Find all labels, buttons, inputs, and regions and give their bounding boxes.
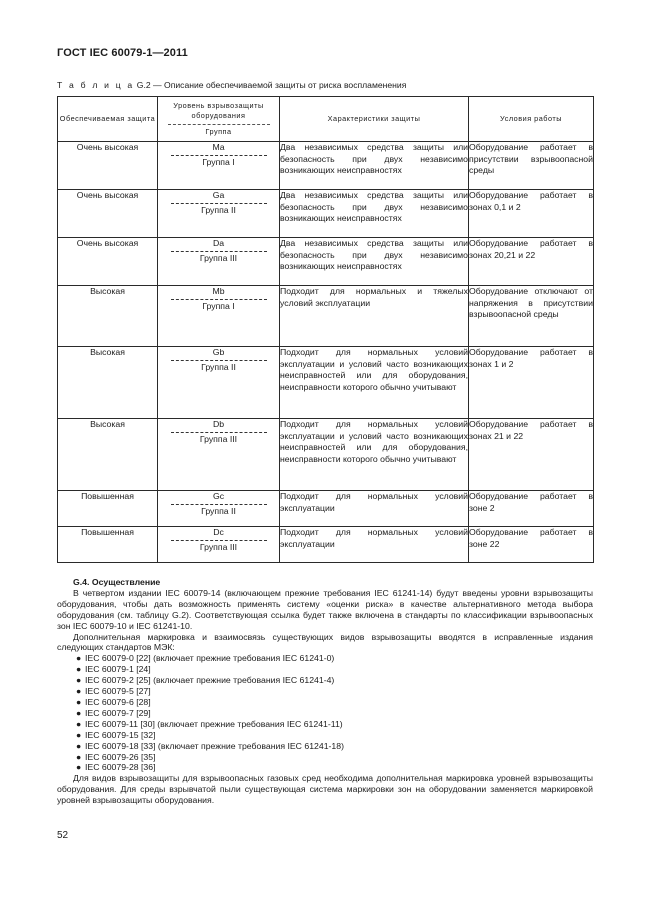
header-level-group: Группа — [205, 127, 232, 136]
paragraph-3: Для видов взрывозащиты для взрывоопасных газовых сред необходима дополнительная маркировка уровней взрывозащиты оборудования. Для среды взрывчатой пыли существующая система маркировки зон на оборудовании заменяется маркировкой уровней взрывозащиты оборудования. — [57, 773, 593, 806]
bullet-icon: ● — [76, 664, 82, 675]
paragraph-1: В четвертом издании IEC 60079-14 (включающем прежние требования IEC 61241-14) будут введены уровни взрывозащиты оборудования, чтобы дать возможность применять систему «оценки риска» в качестве альтернативного метода выбора оборудования (см. таблицу G.2). Соответствующая ссылка будет также включена в стандарты по классификации взрывоопасных зон IEC 60079-10 и IEC 61241-10. — [57, 587, 593, 631]
page-number: 52 — [57, 830, 69, 841]
table-header-row — [58, 97, 594, 142]
cell-level — [158, 419, 280, 491]
header-conditions: Условия работы — [469, 97, 594, 142]
list-item — [76, 729, 593, 741]
cell-conditions: Оборудование работает в зонах 0,1 и 2 — [469, 190, 594, 238]
bullet-icon: ● — [76, 740, 82, 751]
bullet-icon: ● — [76, 675, 82, 686]
cell-protection: Повышенная — [58, 491, 158, 527]
cell-level — [158, 347, 280, 419]
level-group: Группа II — [201, 204, 236, 215]
table-row — [58, 238, 594, 286]
list-item-text: IEC 60079-15 [32] — [85, 729, 156, 740]
level-code: Da — [212, 238, 225, 248]
level-code: Gb — [212, 347, 225, 357]
list-item-text: IEC 60079-2 [25] (включает прежние требования IEC 61241-4) — [85, 675, 335, 686]
list-item-text: IEC 60079-6 [28] — [85, 696, 151, 707]
level-group: Группа III — [199, 252, 238, 263]
list-item-text: IEC 60079-0 [22] (включает прежние требования IEC 61241-0) — [85, 653, 335, 664]
list-item — [76, 751, 593, 763]
cell-protection: Очень высокая — [58, 238, 158, 286]
level-code: Gc — [212, 491, 225, 501]
list-item-text: IEC 60079-28 [36] — [85, 762, 156, 773]
level-group: Группа I — [202, 156, 235, 167]
cell-conditions: Оборудование работает в зонах 1 и 2 — [469, 347, 594, 419]
cell-level — [158, 238, 280, 286]
level-group: Группа III — [199, 433, 238, 444]
bullet-icon: ● — [76, 762, 82, 773]
table-caption — [57, 80, 406, 90]
table-body — [58, 142, 594, 563]
level-group: Группа III — [199, 541, 238, 552]
paragraph-2: Дополнительная маркировка и взаимосвязь существующих видов взрывозащиты вводятся в исправленные издания следующих стандартов МЭК: — [57, 631, 593, 653]
cell-protection: Высокая — [58, 419, 158, 491]
table-row — [58, 142, 594, 190]
cell-protection: Очень высокая — [58, 190, 158, 238]
protection-table — [57, 96, 594, 563]
list-item-text: IEC 60079-1 [24] — [85, 664, 151, 675]
cell-characteristics: Два независимых средства защиты или безопасность при двух независимо возникающих неисправностях — [280, 142, 469, 190]
cell-characteristics: Два независимых средства защиты или безопасность при двух независимо возникающих неисправностях — [280, 238, 469, 286]
level-code: Db — [212, 419, 225, 429]
bullet-icon: ● — [76, 718, 82, 729]
cell-characteristics: Подходит для нормальных условий эксплуатации — [280, 491, 469, 527]
cell-protection: Повышенная — [58, 527, 158, 563]
cell-protection: Очень высокая — [58, 142, 158, 190]
level-code: Ga — [212, 190, 225, 200]
cell-characteristics: Подходит для нормальных условий эксплуатации и условий часто возникающих неисправностей или для оборудования, неисправности которого обычно учитывают — [280, 419, 469, 491]
level-group: Группа II — [201, 361, 236, 372]
list-item — [76, 707, 593, 719]
table-row — [58, 347, 594, 419]
table-row — [58, 527, 594, 563]
cell-level — [158, 286, 280, 347]
cell-conditions: Оборудование работает в зонах 20,21 и 22 — [469, 238, 594, 286]
header-level-title: Уровень взрывозащиты оборудования — [173, 101, 264, 120]
cell-characteristics: Подходит для нормальных условий эксплуатации и условий часто возникающих неисправностей или для оборудования, неисправности которого обычно учитывают — [280, 347, 469, 419]
cell-level — [158, 142, 280, 190]
list-item — [76, 718, 593, 730]
header-characteristics: Характеристики защиты — [280, 97, 469, 142]
list-item — [76, 740, 593, 752]
level-code: Dc — [213, 527, 224, 537]
list-item-text: IEC 60079-26 [35] — [85, 751, 156, 762]
cell-conditions: Оборудование работает в присутствии взрывоопасной среды — [469, 142, 594, 190]
table-row — [58, 491, 594, 527]
header-level — [158, 97, 280, 142]
cell-protection: Высокая — [58, 347, 158, 419]
cell-conditions: Оборудование работает в зоне 22 — [469, 527, 594, 563]
list-item-text: IEC 60079-7 [29] — [85, 707, 151, 718]
list-item-text: IEC 60079-18 [33] (включает прежние требования IEC 61241-18) — [85, 740, 344, 751]
bullet-icon: ● — [76, 751, 82, 762]
list-item — [76, 675, 593, 686]
cell-conditions: Оборудование работает в зонах 21 и 22 — [469, 419, 594, 491]
cell-level — [158, 190, 280, 238]
level-code: Ma — [212, 142, 225, 152]
list-item — [76, 696, 593, 708]
standards-list — [57, 653, 593, 773]
section-title: G.4. Осуществление — [73, 577, 161, 587]
list-item-text: IEC 60079-11 [30] (включает прежние требования IEC 61241-11) — [85, 718, 343, 729]
document-header: ГОСТ IEC 60079-1—2011 — [57, 47, 188, 59]
header-divider — [168, 124, 270, 125]
section-body — [57, 577, 593, 806]
cell-level — [158, 491, 280, 527]
cell-characteristics: Подходит для нормальных и тяжелых условий эксплуатации — [280, 286, 469, 347]
cell-characteristics: Подходит для нормальных условий эксплуатации — [280, 527, 469, 563]
bullet-icon: ● — [76, 686, 82, 697]
table-row — [58, 190, 594, 238]
bullet-icon: ● — [76, 729, 82, 740]
list-item — [76, 686, 593, 697]
level-code: Mb — [212, 286, 225, 296]
level-group: Группа II — [201, 505, 236, 516]
table-caption-label: Т а б л и ц а — [57, 80, 135, 90]
list-item — [76, 653, 593, 664]
bullet-icon: ● — [76, 653, 82, 664]
bullet-icon: ● — [76, 707, 82, 718]
list-item-text: IEC 60079-5 [27] — [85, 686, 151, 697]
cell-conditions: Оборудование работает в зоне 2 — [469, 491, 594, 527]
level-group: Группа I — [202, 300, 235, 311]
cell-characteristics: Два независимых средства защиты или безопасность при двух независимо возникающих неисправностях — [280, 190, 469, 238]
header-protection: Обеспечиваемая защита — [58, 97, 158, 142]
table-row — [58, 419, 594, 491]
list-item — [76, 762, 593, 773]
cell-conditions: Оборудование отключают от напряжения в присутствии взрывоопасной среды — [469, 286, 594, 347]
bullet-icon: ● — [76, 696, 82, 707]
table-caption-text: G.2 — Описание обеспечиваемой защиты от риска воспламенения — [134, 80, 407, 90]
table-row — [58, 286, 594, 347]
cell-level — [158, 527, 280, 563]
list-item — [76, 664, 593, 675]
cell-protection: Высокая — [58, 286, 158, 347]
